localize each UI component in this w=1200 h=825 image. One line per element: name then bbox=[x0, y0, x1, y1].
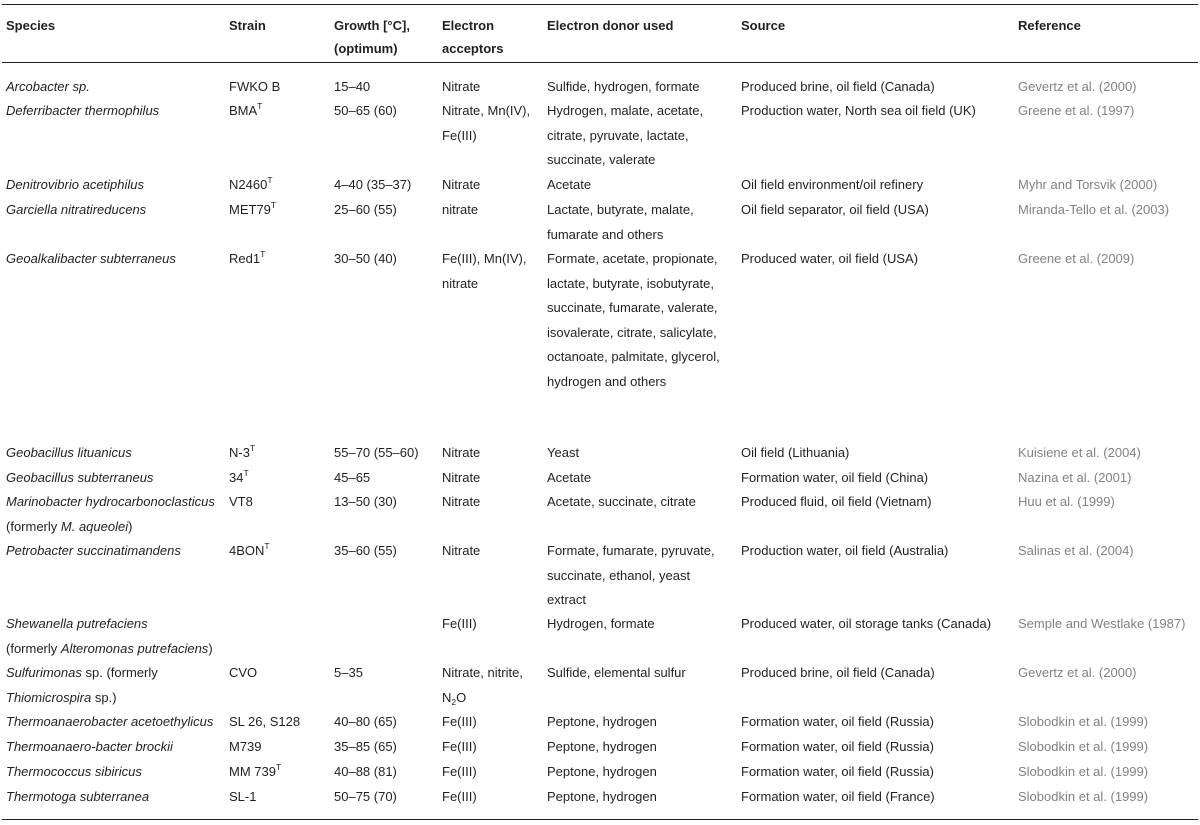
header-source: Source bbox=[741, 18, 786, 33]
type-strain-mark: T bbox=[243, 468, 249, 478]
electron-acceptors: nitrate bbox=[442, 202, 479, 217]
strain: SL 26, S128 bbox=[229, 714, 301, 729]
electron-acceptors: Fe(III) bbox=[442, 764, 477, 779]
strain: SL-1 bbox=[229, 789, 257, 804]
species-name: Arcobacter sp. bbox=[6, 79, 90, 94]
strain: M739 bbox=[229, 739, 262, 754]
source: Produced fluid, oil field (Vietnam) bbox=[741, 494, 932, 509]
reference: Kuisiene et al. (2004) bbox=[1018, 445, 1141, 460]
species-name: Geobacillus subterraneus bbox=[6, 470, 154, 485]
growth-temperature: 35–85 (65) bbox=[334, 739, 397, 754]
electron-donor: Formate, acetate, propionate, lactate, butyrate, isobutyrate, succinate, fumarate, valerate, isovalerate, citrate, salicylate, octanoate, palmitate, glycerol, hydrogen and others bbox=[547, 251, 720, 389]
species-name: Thermoanaero-bacter brockii bbox=[6, 739, 173, 754]
electron-acceptors: Nitrate bbox=[442, 543, 481, 558]
electron-donor: Yeast bbox=[547, 445, 580, 460]
growth-temperature: 45–65 bbox=[334, 470, 371, 485]
source: Produced brine, oil field (Canada) bbox=[741, 665, 935, 680]
species-name: Sulfurimonas sp. (formerly bbox=[6, 665, 158, 680]
growth-temperature: 13–50 (30) bbox=[334, 494, 397, 509]
electron-acceptors: Nitrate bbox=[442, 79, 481, 94]
reference: Gevertz et al. (2000) bbox=[1018, 79, 1137, 94]
electron-acceptors: Nitrate bbox=[442, 494, 481, 509]
growth-temperature: 15–40 bbox=[334, 79, 371, 94]
electron-acceptors: Nitrate, Mn(IV), Fe(III) bbox=[442, 103, 531, 143]
header-electron-donor: Electron donor used bbox=[547, 18, 674, 33]
electron-donor: Acetate bbox=[547, 470, 592, 485]
growth-temperature: 30–50 (40) bbox=[334, 251, 397, 266]
table-header-rule bbox=[2, 62, 1198, 63]
reference: Slobodkin et al. (1999) bbox=[1018, 764, 1149, 779]
reference: Semple and Westlake (1987) bbox=[1018, 616, 1186, 631]
header-strain: Strain bbox=[229, 18, 266, 33]
strain: $N2460^T$ bbox=[229, 175, 273, 192]
electron-acceptors: Fe(III) bbox=[442, 714, 477, 729]
reference: Gevertz et al. (2000) bbox=[1018, 665, 1137, 680]
growth-temperature: 50–75 (70) bbox=[334, 789, 397, 804]
reference: Greene et al. (2009) bbox=[1018, 251, 1135, 266]
reference: Slobodkin et al. (1999) bbox=[1018, 789, 1149, 804]
type-strain-mark: T bbox=[260, 249, 266, 259]
source: Oil field separator, oil field (USA) bbox=[741, 202, 929, 217]
strain: $MET79^T$ bbox=[229, 200, 277, 217]
reference: Myhr and Torsvik (2000) bbox=[1018, 177, 1158, 192]
type-strain-mark: T bbox=[270, 200, 277, 210]
source: Formation water, oil field (France) bbox=[741, 789, 935, 804]
electron-donor: Peptone, hydrogen bbox=[547, 739, 657, 754]
growth-temperature: 40–88 (81) bbox=[334, 764, 397, 779]
electron-donor: Lactate, butyrate, malate, fumarate and others bbox=[547, 202, 694, 242]
reference: Salinas et al. (2004) bbox=[1018, 543, 1134, 558]
species-name: Geobacillus lituanicus bbox=[6, 445, 132, 460]
electron-donor: Sulfide, elemental sulfur bbox=[547, 665, 686, 680]
electron-acceptors: Fe(III) bbox=[442, 789, 477, 804]
source: Formation water, oil field (Russia) bbox=[741, 764, 934, 779]
growth-temperature: 40–80 (65) bbox=[334, 714, 397, 729]
source: Oil field environment/oil refinery bbox=[741, 177, 924, 192]
header-growth: Growth [°C], (optimum) bbox=[334, 18, 410, 56]
species-name: Thermoanaerobacter acetoethylicus bbox=[6, 714, 214, 729]
source: Production water, oil field (Australia) bbox=[741, 543, 949, 558]
source: Formation water, oil field (Russia) bbox=[741, 739, 934, 754]
strain: VT8 bbox=[229, 494, 253, 509]
species-name: Garciella nitratireducens bbox=[6, 202, 147, 217]
reference: Nazina et al. (2001) bbox=[1018, 470, 1132, 485]
species-name: Marinobacter hydrocarbonoclasticus bbox=[6, 494, 215, 509]
species-name: Deferribacter thermophilus bbox=[6, 103, 160, 118]
electron-donor: Acetate bbox=[547, 177, 592, 192]
electron-donor: Acetate, succinate, citrate bbox=[547, 494, 696, 509]
growth-temperature: 5–35 bbox=[334, 665, 363, 680]
type-strain-mark: T bbox=[257, 101, 263, 111]
electron-donor: Peptone, hydrogen bbox=[547, 764, 657, 779]
source: Formation water, oil field (Russia) bbox=[741, 714, 934, 729]
table-top-rule bbox=[2, 4, 1198, 5]
growth-temperature: 4–40 (35–37) bbox=[334, 177, 412, 192]
species-former-name: (formerly M. aqueolei) bbox=[6, 519, 133, 534]
strain: $34^T$ bbox=[229, 468, 249, 485]
reference: Slobodkin et al. (1999) bbox=[1018, 714, 1149, 729]
growth-temperature: 35–60 (55) bbox=[334, 543, 397, 558]
source: Oil field (Lithuania) bbox=[741, 445, 850, 460]
strain: MM $739^T$ bbox=[229, 762, 282, 779]
electron-donor: Peptone, hydrogen bbox=[547, 714, 657, 729]
source: Formation water, oil field (China) bbox=[741, 470, 929, 485]
electron-acceptors: Nitrate bbox=[442, 470, 481, 485]
species-name: Geoalkalibacter subterraneus bbox=[6, 251, 176, 266]
species-name: Shewanella putrefaciens bbox=[6, 616, 148, 631]
type-strain-mark: T bbox=[264, 541, 270, 551]
species-name: Denitrovibrio acetiphilus bbox=[6, 177, 145, 192]
growth-temperature: 55–70 (55–60) bbox=[334, 445, 419, 460]
reference: Miranda-Tello et al. (2003) bbox=[1018, 202, 1170, 217]
electron-donor: Formate, fumarate, pyruvate, succinate, ethanol, yeast extract bbox=[547, 543, 715, 607]
electron-acceptors: Fe(III), Mn(IV), nitrate bbox=[442, 251, 527, 291]
strain: $N-3^T$ bbox=[229, 443, 256, 460]
type-strain-mark: T bbox=[267, 175, 273, 185]
header-species: Species bbox=[6, 18, 56, 33]
table-bottom-rule bbox=[2, 819, 1198, 820]
species-name: Petrobacter succinatimandens bbox=[6, 543, 181, 558]
species-name: Thermotoga subterranea bbox=[6, 789, 150, 804]
source: Produced water, oil storage tanks (Canada) bbox=[741, 616, 992, 631]
reference: Huu et al. (1999) bbox=[1018, 494, 1115, 509]
electron-donor: Hydrogen, malate, acetate, citrate, pyruvate, lactate, succinate, valerate bbox=[547, 103, 704, 167]
source: Produced brine, oil field (Canada) bbox=[741, 79, 935, 94]
strain: $BMA^T$ bbox=[229, 101, 263, 118]
source: Production water, North sea oil field (UK) bbox=[741, 103, 976, 118]
electron-donor: Hydrogen, formate bbox=[547, 616, 655, 631]
source: Produced water, oil field (USA) bbox=[741, 251, 919, 266]
reference: Slobodkin et al. (1999) bbox=[1018, 739, 1149, 754]
species-name: Thermococcus sibiricus bbox=[6, 764, 142, 779]
species-former-name: (formerly Alteromonas putrefaciens) bbox=[6, 641, 213, 656]
strain: FWKO B bbox=[229, 79, 281, 94]
electron-donor: Sulfide, hydrogen, formate bbox=[547, 79, 700, 94]
electron-acceptors: Fe(III) bbox=[442, 616, 477, 631]
header-electron-acceptors: Electron acceptors bbox=[442, 18, 504, 56]
strain: CVO bbox=[229, 665, 258, 680]
type-strain-mark: T bbox=[249, 443, 256, 453]
growth-temperature: 50–65 (60) bbox=[334, 103, 397, 118]
electron-donor: Peptone, hydrogen bbox=[547, 789, 657, 804]
electron-acceptors: Fe(III) bbox=[442, 739, 477, 754]
strain: $Red1^T$ bbox=[229, 249, 266, 266]
species-former-name: Thiomicrospira sp.) bbox=[6, 690, 117, 705]
strain: $4BON^T$ bbox=[229, 541, 270, 558]
type-strain-mark: T bbox=[275, 762, 282, 772]
electron-acceptors: Nitrate, nitrite, bbox=[442, 665, 523, 680]
electron-acceptors: Nitrate bbox=[442, 177, 481, 192]
electron-acceptors: Nitrate bbox=[442, 445, 481, 460]
reference: Greene et al. (1997) bbox=[1018, 103, 1135, 118]
header-reference: Reference bbox=[1018, 18, 1081, 33]
growth-temperature: 25–60 (55) bbox=[334, 202, 397, 217]
electron-acceptor-n2o: $N_2O$ bbox=[442, 690, 467, 707]
